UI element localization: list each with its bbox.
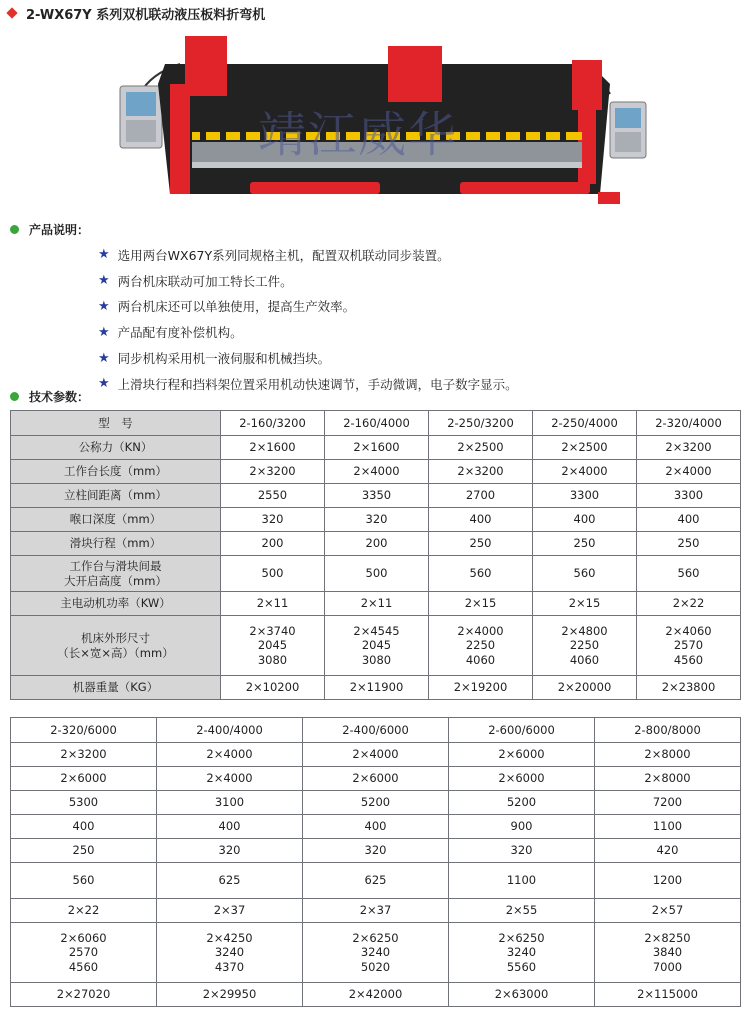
table-cell: 320 [303, 839, 449, 863]
table-cell: 2×42000 [303, 983, 449, 1007]
spec-table-1 [10, 410, 741, 700]
table-cell: 320 [325, 508, 429, 532]
row-label: 机床外形尺寸 （长×宽×高）（mm） [11, 616, 221, 676]
table-cell: 200 [221, 532, 325, 556]
table-cell: 320 [157, 839, 303, 863]
table-cell: 400 [637, 508, 741, 532]
table-cell: 500 [221, 556, 325, 592]
header-cell: 2-160/3200 [221, 411, 325, 436]
table-cell: 250 [11, 839, 157, 863]
row-label: 公称力（KN） [11, 436, 221, 460]
table-cell: 2×4000 [157, 767, 303, 791]
table-cell: 2×1600 [221, 436, 325, 460]
table-cell: 2×11900 [325, 676, 429, 700]
row-label: 主电动机功率（KW） [11, 592, 221, 616]
table-cell: 5200 [449, 791, 595, 815]
table-cell: 2×4800 2250 4060 [533, 616, 637, 676]
table-cell: 2×20000 [533, 676, 637, 700]
table-cell: 2700 [429, 484, 533, 508]
star-icon: ★ [98, 273, 110, 289]
table-cell: 625 [303, 863, 449, 899]
description-heading-text: 产品说明： [29, 223, 90, 237]
feature-item [98, 345, 518, 371]
header-cell: 2-400/6000 [303, 718, 449, 743]
table-cell: 1100 [595, 815, 741, 839]
table-cell: 2×4000 [157, 743, 303, 767]
table-row [11, 767, 741, 791]
table-cell: 2×115000 [595, 983, 741, 1007]
table-cell: 2×2500 [429, 436, 533, 460]
feature-list [98, 242, 518, 397]
table-cell: 2×4000 2250 4060 [429, 616, 533, 676]
table-row [11, 839, 741, 863]
table-cell: 2×4060 2570 4560 [637, 616, 741, 676]
feature-item [98, 319, 518, 345]
table-cell: 3300 [533, 484, 637, 508]
table-cell: 2×4545 2045 3080 [325, 616, 429, 676]
header-cell: 2-320/4000 [637, 411, 741, 436]
table-cell: 2×3200 [11, 743, 157, 767]
watermark-text: 靖江威华 [258, 107, 459, 163]
table-cell: 2×4250 3240 4370 [157, 923, 303, 983]
table-row [11, 791, 741, 815]
table-cell: 5300 [11, 791, 157, 815]
feature-item [98, 268, 518, 294]
table-cell: 200 [325, 532, 429, 556]
description-heading [10, 221, 89, 238]
table-cell: 250 [637, 532, 741, 556]
table-row [11, 923, 741, 983]
table-cell: 2×37 [157, 899, 303, 923]
table-header-row [11, 411, 741, 436]
green-dot-icon [10, 392, 19, 401]
table-cell: 2×15 [429, 592, 533, 616]
table-row [11, 508, 741, 532]
header-cell: 2-800/8000 [595, 718, 741, 743]
table-row [11, 899, 741, 923]
feature-item [98, 294, 518, 320]
header-cell: 2-400/4000 [157, 718, 303, 743]
header-cell: 型 号 [11, 411, 221, 436]
table-cell: 400 [157, 815, 303, 839]
table-row [11, 484, 741, 508]
header-cell: 2-250/3200 [429, 411, 533, 436]
table-cell: 2×8000 [595, 743, 741, 767]
table-row [11, 676, 741, 700]
row-label: 工作台长度（mm） [11, 460, 221, 484]
table-cell: 2×55 [449, 899, 595, 923]
table-cell: 2×10200 [221, 676, 325, 700]
table-cell: 2×3200 [637, 436, 741, 460]
table-cell: 2×27020 [11, 983, 157, 1007]
specs-heading-text: 技术参数： [29, 390, 90, 404]
table-cell: 2×6000 [303, 767, 449, 791]
table-cell: 2×22 [11, 899, 157, 923]
page-title-text: 2-WX67Y 系列双机联动液压板料折弯机 [26, 7, 266, 23]
table-header-row [11, 718, 741, 743]
table-cell: 1100 [449, 863, 595, 899]
table-cell: 3100 [157, 791, 303, 815]
table-cell: 320 [221, 508, 325, 532]
table-cell: 2×15 [533, 592, 637, 616]
table-cell: 2×8250 3840 7000 [595, 923, 741, 983]
table-cell: 560 [533, 556, 637, 592]
spec-table-2 [10, 717, 741, 1007]
table-cell: 2×3740 2045 3080 [221, 616, 325, 676]
table-row [11, 592, 741, 616]
row-label: 机器重量（KG） [11, 676, 221, 700]
table-row [11, 556, 741, 592]
star-icon: ★ [98, 247, 110, 263]
row-label: 立柱间距离（mm） [11, 484, 221, 508]
table-row [11, 815, 741, 839]
feature-text: 两台机床还可以单独使用，提高生产效率。 [117, 299, 356, 315]
table-cell: 400 [429, 508, 533, 532]
table-cell: 500 [325, 556, 429, 592]
feature-item [98, 242, 518, 268]
table-cell: 2×4000 [637, 460, 741, 484]
table-row [11, 983, 741, 1007]
table-cell: 250 [429, 532, 533, 556]
table-cell: 250 [533, 532, 637, 556]
diamond-bullet-icon [6, 7, 17, 18]
feature-text: 同步机构采用机一液伺服和机械挡块。 [117, 351, 331, 367]
row-label: 喉口深度（mm） [11, 508, 221, 532]
table-cell: 3300 [637, 484, 741, 508]
table-cell: 2×11 [325, 592, 429, 616]
header-cell: 2-160/4000 [325, 411, 429, 436]
header-cell: 2-320/6000 [11, 718, 157, 743]
table-cell: 400 [303, 815, 449, 839]
feature-text: 上滑块行程和挡料架位置采用机动快速调节，手动微调，电子数字显示。 [117, 376, 518, 392]
star-icon: ★ [98, 324, 110, 340]
table-cell: 2×4000 [533, 460, 637, 484]
table-row [11, 460, 741, 484]
specs-heading [10, 388, 89, 405]
row-label: 滑块行程（mm） [11, 532, 221, 556]
table-cell: 400 [533, 508, 637, 532]
table-cell: 2×37 [303, 899, 449, 923]
table-cell: 400 [11, 815, 157, 839]
star-icon: ★ [98, 298, 110, 314]
table-cell: 625 [157, 863, 303, 899]
table-cell: 2×3200 [221, 460, 325, 484]
table-cell: 2×3200 [429, 460, 533, 484]
table-cell: 2×6250 3240 5560 [449, 923, 595, 983]
star-icon: ★ [98, 376, 110, 392]
header-cell: 2-250/4000 [533, 411, 637, 436]
table-cell: 5200 [303, 791, 449, 815]
table-cell: 560 [11, 863, 157, 899]
table-cell: 2×6250 3240 5020 [303, 923, 449, 983]
table-row [11, 616, 741, 676]
row-label: 工作台与滑块间最 大开启高度（mm） [11, 556, 221, 592]
table-cell: 2×6000 [449, 767, 595, 791]
table-cell: 2×11 [221, 592, 325, 616]
green-dot-icon [10, 225, 19, 234]
table-cell: 2×19200 [429, 676, 533, 700]
table-cell: 2×29950 [157, 983, 303, 1007]
table-cell: 2×6060 2570 4560 [11, 923, 157, 983]
table-cell: 7200 [595, 791, 741, 815]
table-cell: 2×1600 [325, 436, 429, 460]
table-cell: 3350 [325, 484, 429, 508]
table-cell: 2×8000 [595, 767, 741, 791]
feature-text: 选用两台WX67Y系列同规格主机，配置双机联动同步装置。 [117, 247, 450, 263]
table-cell: 2×6000 [11, 767, 157, 791]
table-cell: 2×2500 [533, 436, 637, 460]
table-cell: 2×6000 [449, 743, 595, 767]
feature-text: 两台机床联动可加工特长工件。 [117, 273, 293, 289]
table-cell: 2×23800 [637, 676, 741, 700]
header-cell: 2-600/6000 [449, 718, 595, 743]
table-row [11, 863, 741, 899]
table-row [11, 743, 741, 767]
table-cell: 560 [429, 556, 533, 592]
table-row [11, 436, 741, 460]
table-cell: 320 [449, 839, 595, 863]
feature-text: 产品配有度补偿机构。 [117, 325, 243, 341]
page-title [8, 4, 265, 22]
table-cell: 1200 [595, 863, 741, 899]
table-cell: 2×57 [595, 899, 741, 923]
table-cell: 2550 [221, 484, 325, 508]
feature-item [98, 371, 518, 397]
table-cell: 560 [637, 556, 741, 592]
table-cell: 2×22 [637, 592, 741, 616]
table-row [11, 532, 741, 556]
table-cell: 2×63000 [449, 983, 595, 1007]
star-icon: ★ [98, 350, 110, 366]
table-cell: 420 [595, 839, 741, 863]
table-cell: 2×4000 [325, 460, 429, 484]
table-cell: 900 [449, 815, 595, 839]
table-cell: 2×4000 [303, 743, 449, 767]
